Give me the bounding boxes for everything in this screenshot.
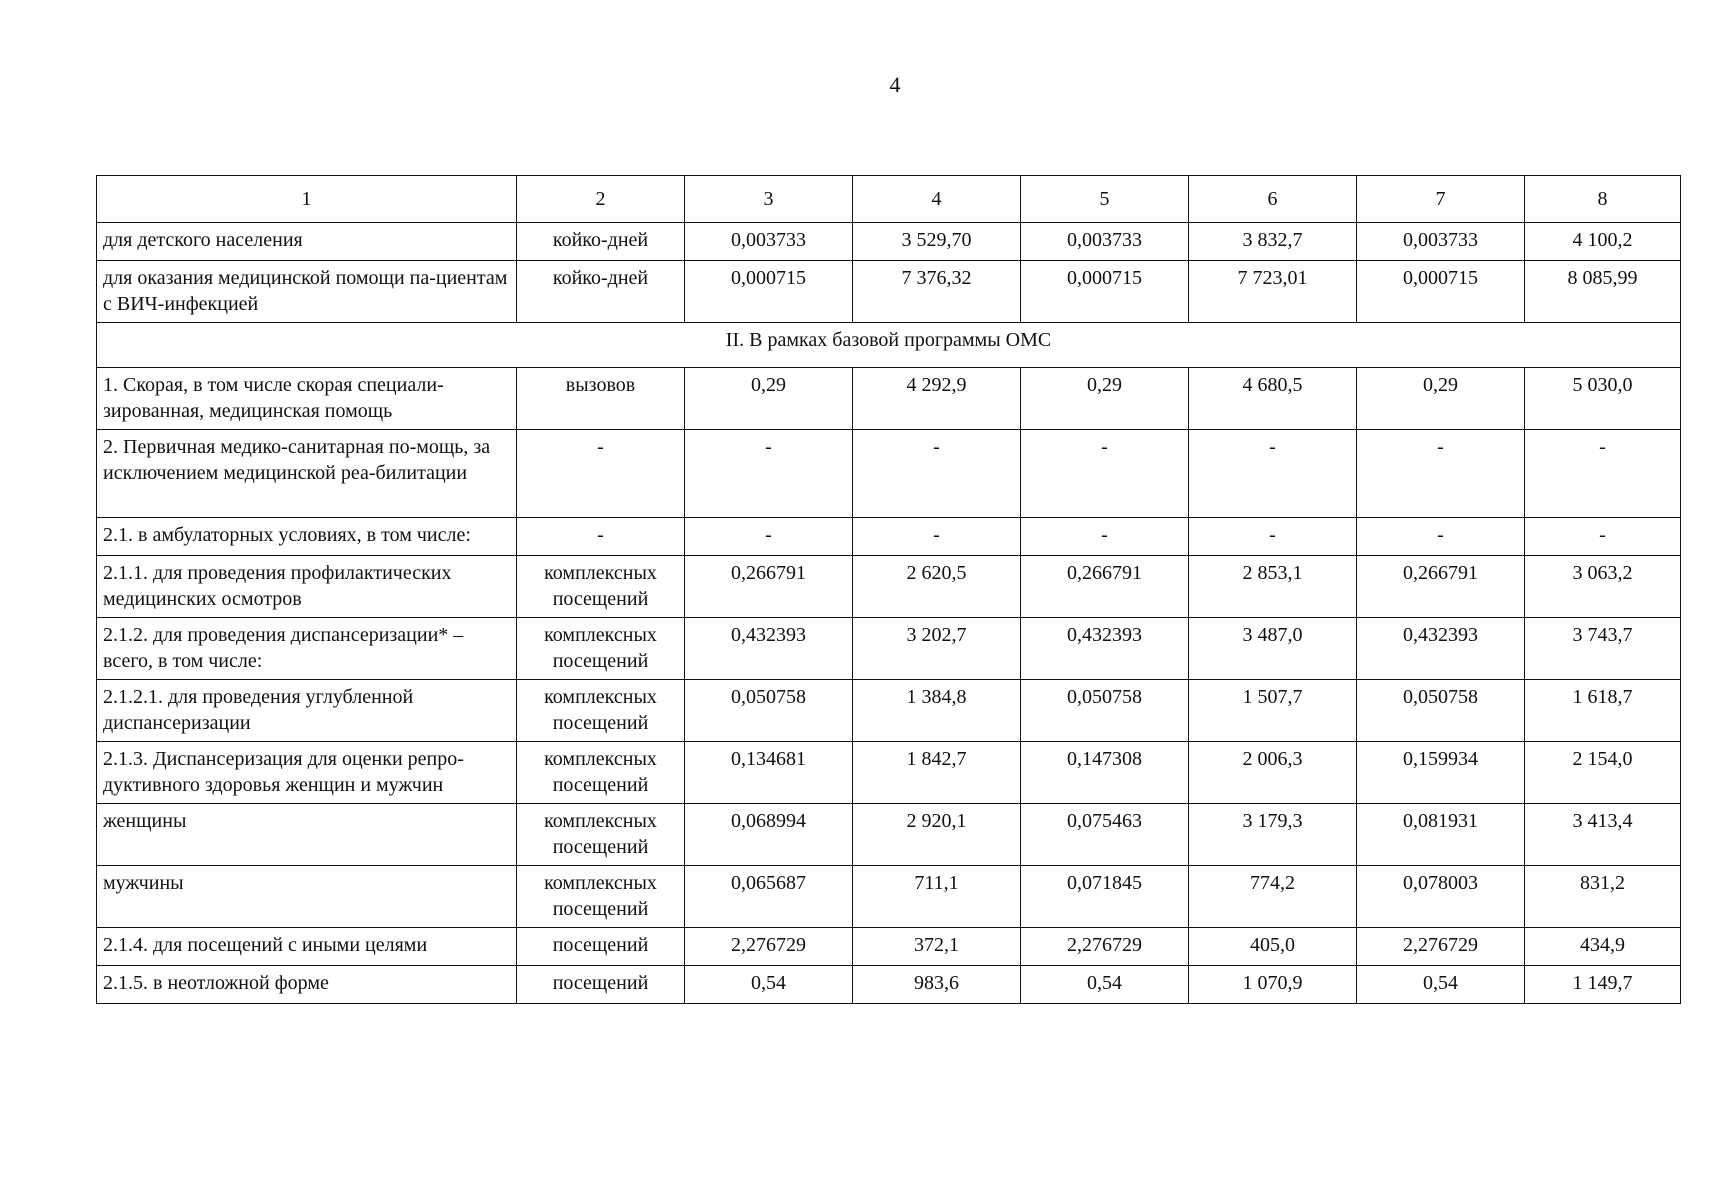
row-value-cell: 0,266791 [1357,556,1525,618]
row-value-cell: - [1021,518,1189,556]
row-name-cell: 2.1. в амбулаторных условиях, в том числе: [97,518,517,556]
row-value-cell: 0,54 [1357,966,1525,1004]
row-value-cell: 0,159934 [1357,742,1525,804]
row-value-cell: - [1189,518,1357,556]
column-header: 1 [97,176,517,223]
row-unit-cell: комплексных посещений [517,680,685,742]
column-header: 2 [517,176,685,223]
row-value-cell: 1 070,9 [1189,966,1357,1004]
row-value-cell: - [1189,430,1357,518]
row-value-cell: 3 202,7 [853,618,1021,680]
row-name-cell: для детского населения [97,223,517,261]
row-value-cell: 3 832,7 [1189,223,1357,261]
row-value-cell: 3 529,70 [853,223,1021,261]
row-value-cell: - [1357,430,1525,518]
row-unit-cell: - [517,518,685,556]
row-value-cell: 0,29 [1357,368,1525,430]
row-value-cell: 0,000715 [1357,261,1525,323]
section-row [97,323,1681,368]
row-value-cell: 774,2 [1189,866,1357,928]
row-value-cell: - [853,518,1021,556]
row-name-cell: 2.1.5. в неотложной форме [97,966,517,1004]
row-value-cell: 0,050758 [1021,680,1189,742]
row-name-cell: для оказания медицинской помощи па-циентам с ВИЧ-инфекцией [97,261,517,323]
table-row [97,742,1681,804]
row-value-cell: 2 154,0 [1525,742,1681,804]
row-value-cell: 2,276729 [1357,928,1525,966]
row-value-cell: 405,0 [1189,928,1357,966]
row-value-cell: 711,1 [853,866,1021,928]
row-name-cell: 2.1.1. для проведения профилактических медицинских осмотров [97,556,517,618]
row-value-cell: 2 920,1 [853,804,1021,866]
row-value-cell: - [1357,518,1525,556]
table-row [97,261,1681,323]
row-value-cell: 2 006,3 [1189,742,1357,804]
row-name-cell: 2.1.2. для проведения диспансеризации* – всего, в том числе: [97,618,517,680]
row-name-cell: 2.1.4. для посещений с иными целями [97,928,517,966]
table-row [97,368,1681,430]
row-value-cell: 0,266791 [1021,556,1189,618]
column-header: 8 [1525,176,1681,223]
row-value-cell: 0,134681 [685,742,853,804]
column-header: 3 [685,176,853,223]
row-value-cell: 0,29 [685,368,853,430]
header-row [97,176,1681,223]
row-value-cell: 0,147308 [1021,742,1189,804]
row-value-cell: 0,000715 [685,261,853,323]
row-value-cell: - [1525,430,1681,518]
row-value-cell: - [853,430,1021,518]
row-value-cell: 3 743,7 [1525,618,1681,680]
row-unit-cell: койко-дней [517,223,685,261]
row-name-cell: женщины [97,804,517,866]
row-value-cell: 831,2 [1525,866,1681,928]
row-name-cell: 2.1.3. Диспансеризация для оценки репро-дуктивного здоровья женщин и мужчин [97,742,517,804]
row-value-cell: 1 384,8 [853,680,1021,742]
row-value-cell: 2 620,5 [853,556,1021,618]
row-value-cell: 2,276729 [685,928,853,966]
row-value-cell: 7 376,32 [853,261,1021,323]
row-name-cell: 2. Первичная медико-санитарная по-мощь, за исключением медицинской реа-билитации [97,430,517,518]
section-title: II. В рамках базовой программы ОМС [97,323,1681,368]
page-number: 4 [889,72,901,97]
row-value-cell: 2,276729 [1021,928,1189,966]
row-unit-cell: вызовов [517,368,685,430]
row-value-cell: 4 100,2 [1525,223,1681,261]
row-value-cell: 2 853,1 [1189,556,1357,618]
row-value-cell: 4 292,9 [853,368,1021,430]
table-row [97,680,1681,742]
row-value-cell: 0,003733 [685,223,853,261]
row-value-cell: - [1021,430,1189,518]
table-row [97,928,1681,966]
row-value-cell: 0,075463 [1021,804,1189,866]
row-value-cell: 0,000715 [1021,261,1189,323]
row-value-cell: 1 507,7 [1189,680,1357,742]
row-value-cell: 0,54 [1021,966,1189,1004]
row-unit-cell: койко-дней [517,261,685,323]
row-value-cell: 0,266791 [685,556,853,618]
row-value-cell: 0,065687 [685,866,853,928]
column-header: 5 [1021,176,1189,223]
row-value-cell: 372,1 [853,928,1021,966]
row-value-cell: 1 149,7 [1525,966,1681,1004]
row-value-cell: 0,432393 [1357,618,1525,680]
row-value-cell: 0,003733 [1021,223,1189,261]
row-unit-cell: комплексных посещений [517,618,685,680]
row-unit-cell: комплексных посещений [517,866,685,928]
table-row [97,556,1681,618]
row-unit-cell: посещений [517,928,685,966]
row-unit-cell: комплексных посещений [517,742,685,804]
row-value-cell: 434,9 [1525,928,1681,966]
row-value-cell: 0,432393 [1021,618,1189,680]
row-value-cell: - [685,518,853,556]
row-value-cell: 0,54 [685,966,853,1004]
table-row [97,223,1681,261]
row-value-cell: 3 179,3 [1189,804,1357,866]
row-value-cell: 983,6 [853,966,1021,1004]
table-row [97,866,1681,928]
table-row [97,430,1681,518]
row-unit-cell: - [517,430,685,518]
row-name-cell: мужчины [97,866,517,928]
row-value-cell: 0,432393 [685,618,853,680]
row-value-cell: 0,050758 [685,680,853,742]
row-value-cell: 0,068994 [685,804,853,866]
row-value-cell: 3 063,2 [1525,556,1681,618]
column-header: 7 [1357,176,1525,223]
row-value-cell: 7 723,01 [1189,261,1357,323]
table-row [97,804,1681,866]
row-value-cell: 0,081931 [1357,804,1525,866]
row-value-cell: 0,071845 [1021,866,1189,928]
data-table [96,175,1681,1004]
row-value-cell: 3 413,4 [1525,804,1681,866]
row-value-cell: 0,003733 [1357,223,1525,261]
row-name-cell: 2.1.2.1. для проведения углубленной диспансеризации [97,680,517,742]
row-value-cell: 1 618,7 [1525,680,1681,742]
row-value-cell: 3 487,0 [1189,618,1357,680]
row-value-cell: - [1525,518,1681,556]
row-value-cell: 0,050758 [1357,680,1525,742]
column-header: 4 [853,176,1021,223]
row-unit-cell: посещений [517,966,685,1004]
row-value-cell: 0,29 [1021,368,1189,430]
row-value-cell: 5 030,0 [1525,368,1681,430]
row-value-cell: - [685,430,853,518]
table-row [97,966,1681,1004]
column-header: 6 [1189,176,1357,223]
row-value-cell: 1 842,7 [853,742,1021,804]
row-unit-cell: комплексных посещений [517,804,685,866]
table-row [97,518,1681,556]
row-value-cell: 0,078003 [1357,866,1525,928]
row-name-cell: 1. Скорая, в том числе скорая специали-зированная, медицинская помощь [97,368,517,430]
table-row [97,618,1681,680]
row-unit-cell: комплексных посещений [517,556,685,618]
row-value-cell: 4 680,5 [1189,368,1357,430]
row-value-cell: 8 085,99 [1525,261,1681,323]
